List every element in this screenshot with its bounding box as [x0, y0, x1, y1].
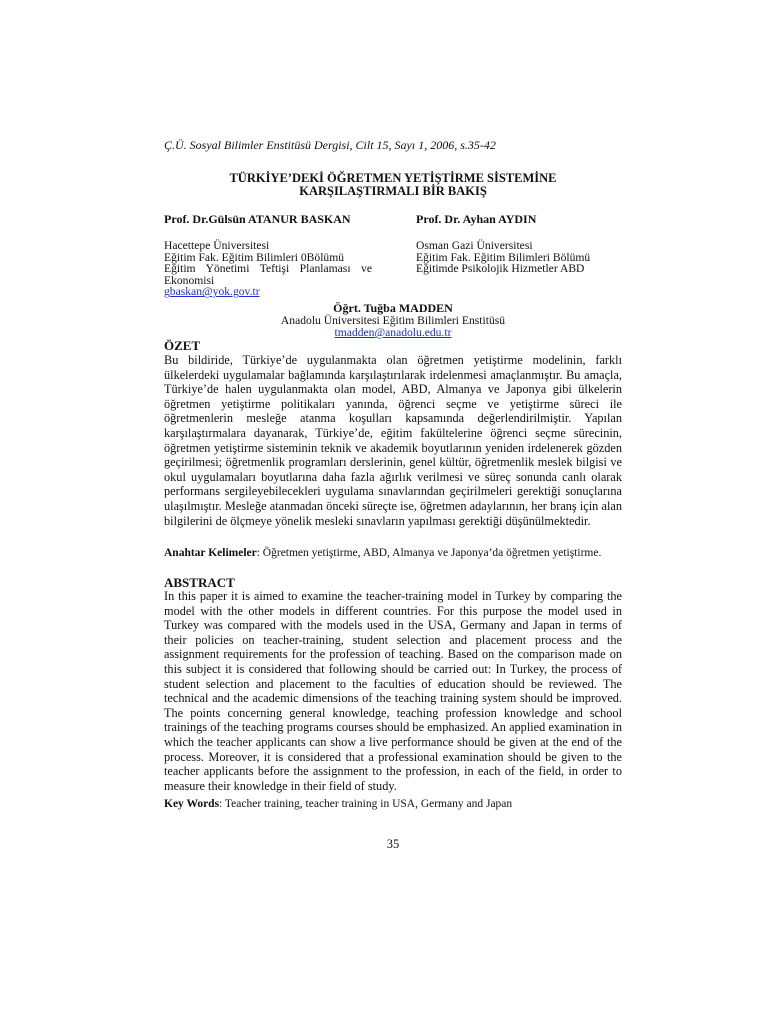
author-3-email-link[interactable]: tmadden@anadolu.edu.tr [334, 326, 452, 339]
paper-title [164, 172, 622, 198]
ozet-heading: ÖZET [164, 338, 201, 353]
affiliation-line: Eğitim Fak. Eğitim Bilimleri 0Bölümü [164, 250, 345, 264]
author-1-affiliation [164, 240, 372, 298]
journal-citation: Ç.Ü. Sosyal Bilimler Enstitüsü Dergisi, Cilt 15, Sayı 1, 2006, s.35-42 [164, 138, 496, 152]
author-1-email-link[interactable]: gbaskan@yok.gov.tr [164, 285, 260, 299]
anahtar-kelimeler-text: : Öğretmen yetiştirme, ABD, Almanya ve Japonya’da öğretmen yetiştirme. [256, 547, 602, 559]
author-3-affiliation [164, 315, 622, 339]
affiliation-line: Eğitim Fak. Eğitim Bilimleri Bölümü [416, 250, 591, 264]
affiliation-line: Osman Gazi Üniversitesi [416, 239, 533, 252]
abstract-body: In this paper it is aimed to examine the teacher-training model in Turkey by comparing the model with the other models in different countries. For this purpose the model used in Turkey was compared with the models used in the USA, Germany and Japan in terms of their policies on teacher-training, student selection and placement process and the assignment requirements for the profession of teaching. Based on the comparison made on this subject it is considered that following should be carried out: In Turkey, the process of student selection and placement to the faculties of education should be reviewed. The technical and the academic dimensions of the teaching training system should be improved. The points concerning general knowledge, teaching profession knowledge and school trainings of the teaching programs courses should be emphasized. An applied examination in which the teacher applicants can show a live performance should be given at the end of the process. Moreover, it is considered that a professional examination should be given to the teacher applicants before the assignment to the profession, in each of the field, in order to measure their knowledge in their field of study. [164, 589, 622, 793]
affiliation-line: Anadolu Üniversitesi Eğitim Bilimleri Enstitüsü [280, 314, 506, 327]
affiliation-line: Eğitimde Psikolojik Hizmetler ABD [416, 262, 585, 276]
ozet-body: Bu bildiride, Türkiye’de uygulanmakta olan öğretmen yetiştirme modelinin, farklı ülkelerdeki uygulamalar bağlamında karşılaştırılarak irdelenmesi amaçlanmıştır. Bu amaçla, Türkiye’de halen uygulanmakta olan model, ABD, Almanya ve Japonya gibi ülkelerin öğretmen yetiştirme politikaları yanında, öğrenci seçme ve yetiştirme süreci ile öğretmenlerin mesleğe atanma koşulları kapsamında değerlendirilmiştir. Yapılan karşılaştırmalara dayanarak, Türkiye’de, eğitim fakültelerine öğrenci seçme sürecinin, öğretmen yetiştirme sisteminin teknik ve akademik boyutlarının yeniden irdelenerek gözden geçirilmesi; öğretmenlik programları derslerinin, genel kültür, öğretmenlik meslek bilgisi ve okul uygulamaları boyutlarına daha fazla ağırlık verilmesi ve süreç sonunda canlı olarak performans sergileyebilecekleri uygulama sınavlarından geçirilmeleri gerektiği sonuçlarına ulaşılmıştır. Mesleğe atanmadan önceki süreçte ise, öğretmen adaylarının, her branş için alan bilgilerini de ölçmeye yönelik mesleki sınavların yapılması gerektiği düşünülmektedir. [164, 353, 622, 528]
paper-title-line-2: KARŞILAŞTIRMALI BİR BAKIŞ [299, 184, 487, 198]
author-2-name: Prof. Dr. Ayhan AYDIN [416, 212, 537, 226]
page-number: 35 [386, 837, 400, 851]
author-3-name: Öğrt. Tuğba MADDEN [333, 301, 453, 315]
anahtar-kelimeler [164, 547, 622, 559]
key-words-label: Key Words [164, 798, 220, 810]
abstract-heading: ABSTRACT [164, 575, 235, 590]
affiliation-line: Eğitim Yönetimi Teftişi Planlaması ve Ekonomisi [164, 262, 372, 287]
author-1-name: Prof. Dr.Gülsün ATANUR BASKAN [164, 212, 351, 226]
key-words-text: : Teacher training, teacher training in USA, Germany and Japan [219, 798, 513, 810]
anahtar-kelimeler-label: Anahtar Kelimeler [164, 547, 257, 559]
affiliation-line: Hacettepe Üniversitesi [164, 239, 270, 252]
key-words [164, 798, 622, 810]
paper-title-line-1: TÜRKİYE’DEKİ ÖĞRETMEN YETİŞTİRME SİSTEMİNE [229, 171, 557, 185]
author-2-affiliation [416, 240, 626, 275]
